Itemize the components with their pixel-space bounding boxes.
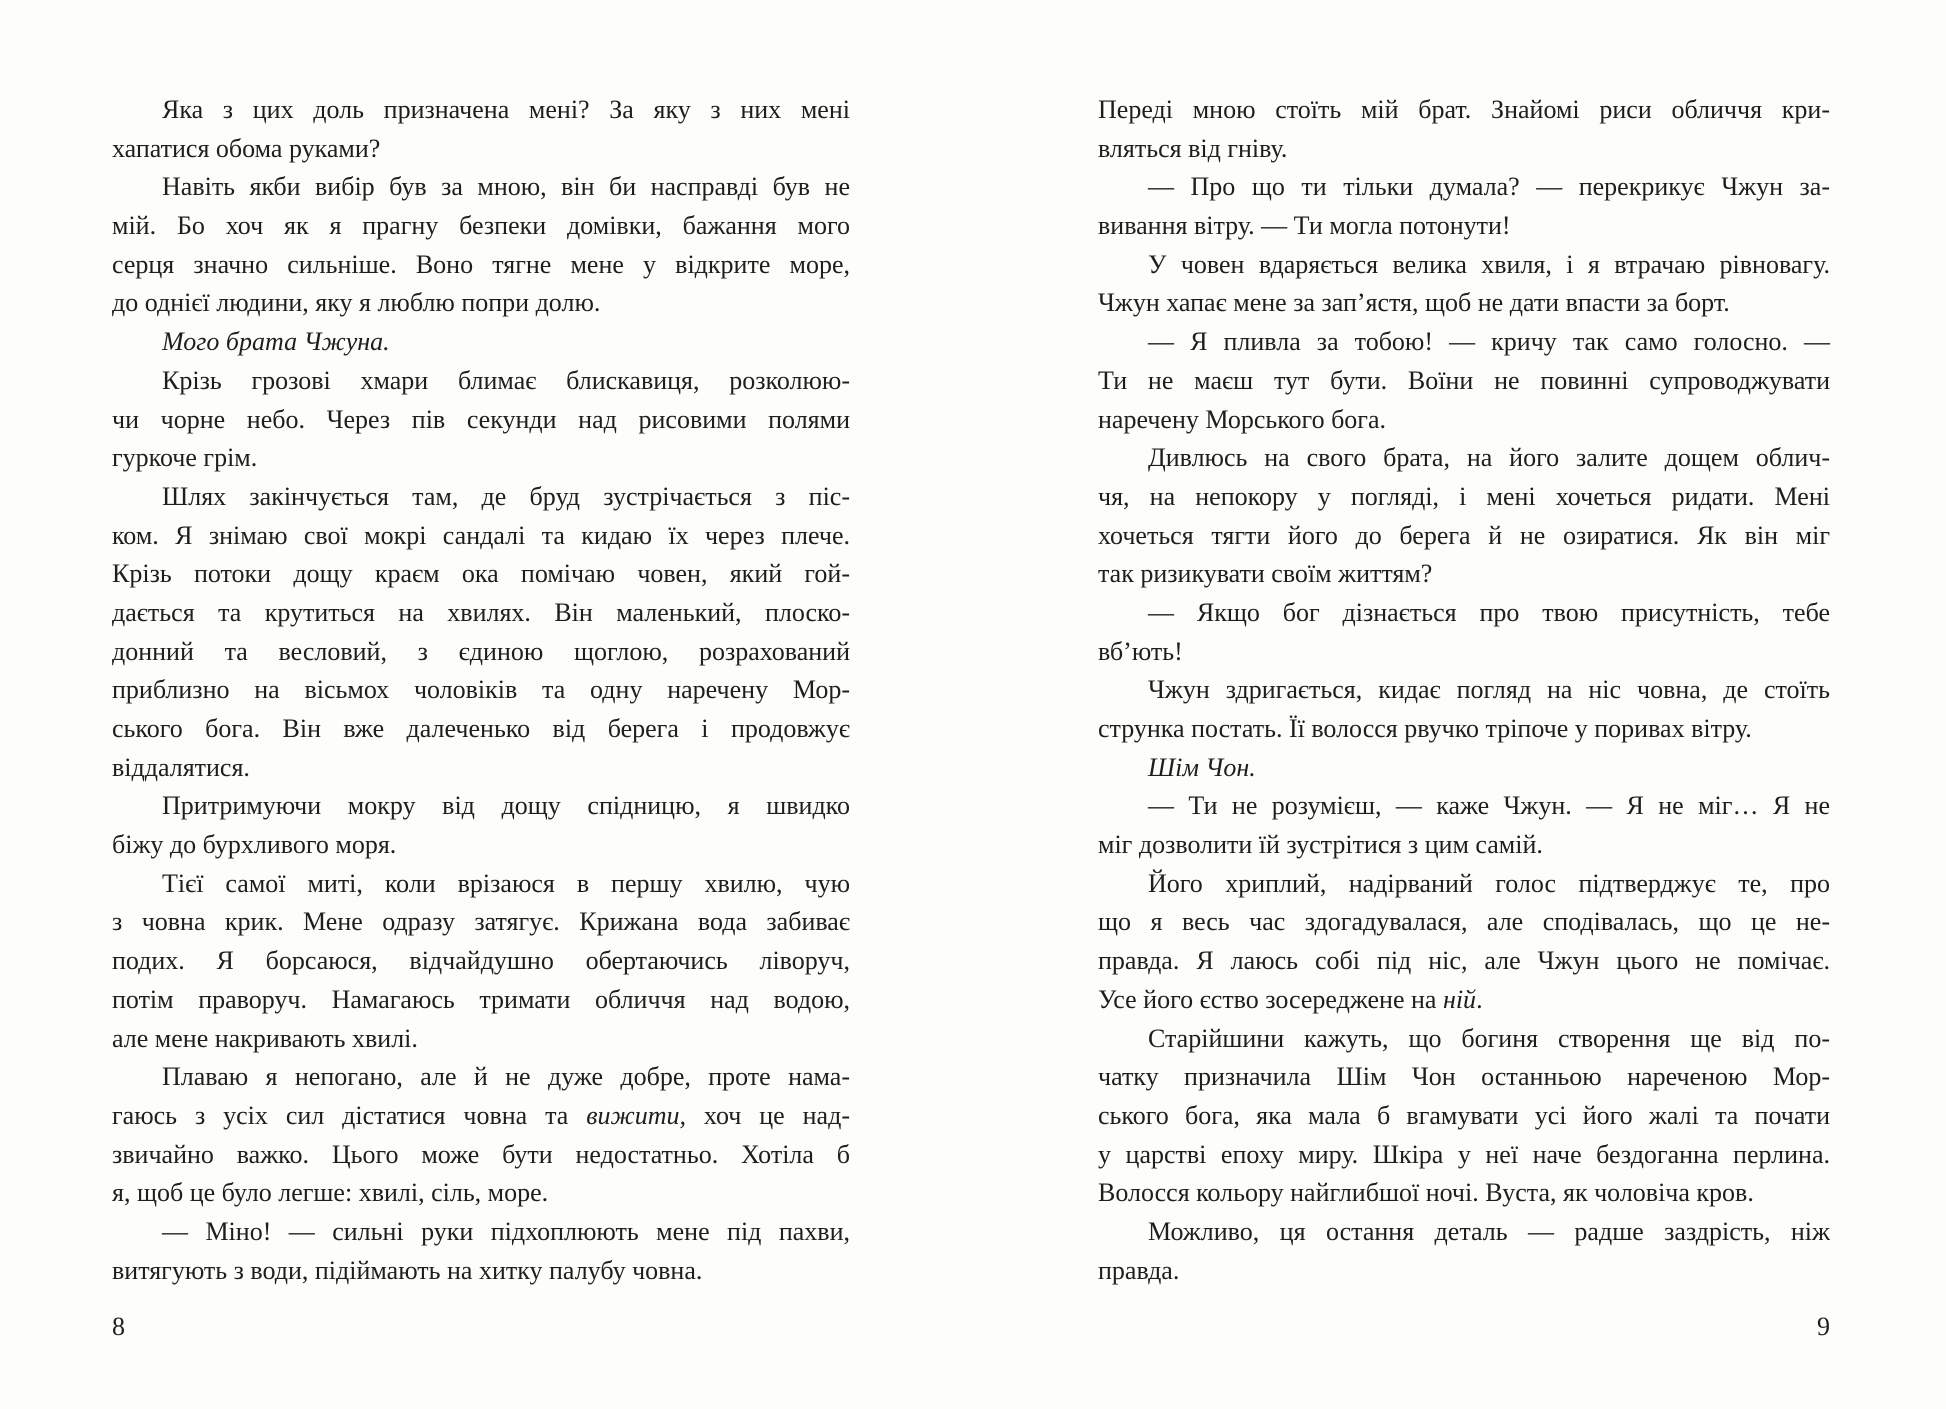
text-line [1098, 478, 1830, 517]
text-line [1098, 787, 1830, 826]
text-line [112, 942, 850, 981]
text-line [1098, 1252, 1830, 1291]
text-segment: з човна крик. Мене одразу затягує. Крижана вода забиває [112, 907, 850, 937]
text-line [112, 903, 850, 942]
text-segment: до однієї людини, яку я люблю попри долю. [112, 288, 601, 318]
text-segment: звичайно важко. Цього може бути недостатньо. Хотіла б [112, 1139, 850, 1169]
text-segment: Крізь грозові хмари блимає блискавиця, розколюю- [162, 365, 850, 395]
text-line [112, 1174, 850, 1213]
text-segment: що я весь час здогадувалася, але сподівалась, що це не- [1098, 907, 1830, 937]
text-segment: дається та крутиться на хвилях. Він маленький, плоско- [112, 597, 850, 627]
text-segment: струнка постать. Її волосся рвучко тріпоче у поривах вітру. [1098, 714, 1752, 743]
text-line [112, 1252, 850, 1291]
text-line [112, 710, 850, 749]
text-segment: — Я пливла за тобою! — кричу так само голосно. — [1148, 327, 1830, 357]
text-segment: потім праворуч. Намагаюсь тримати обличчя над водою, [112, 984, 850, 1014]
text-line [112, 439, 850, 478]
text-segment: Волосся кольору найглибшої ночі. Вуста, як чоловіча кров. [1098, 1178, 1754, 1208]
text-line [1098, 555, 1830, 594]
text-line [112, 401, 850, 440]
text-line [112, 517, 850, 556]
text-segment: приблизно на вісьмох чоловіків та одну наречену Мор- [112, 675, 850, 705]
text-segment: Плаваю я непогано, але й не дуже добре, проте нама- [162, 1062, 850, 1092]
text-line [1098, 903, 1830, 942]
text-line [1098, 633, 1830, 672]
text-segment: хапатися обома руками? [112, 133, 381, 163]
text-line [1098, 207, 1830, 246]
text-line [1098, 749, 1830, 788]
text-line [112, 1058, 850, 1097]
text-segment: — Про що ти тільки думала? — перекрикує Чжун за- [1148, 172, 1830, 202]
text-line [112, 749, 850, 788]
text-line [1098, 1020, 1830, 1059]
text-line [1098, 284, 1830, 323]
text-line [1098, 130, 1830, 169]
text-line [112, 323, 850, 362]
text-line [1098, 401, 1830, 440]
text-segment: Чжун здригається, кидає погляд на ніс човна, де стоїть [1148, 675, 1830, 705]
italic-text-segment: вижити, [586, 1100, 687, 1130]
text-line [112, 865, 850, 904]
italic-text-segment: Шім Чон. [1148, 752, 1256, 782]
text-segment: хоч це над- [686, 1100, 850, 1130]
text-segment: віддалятися. [112, 752, 250, 782]
text-segment: гаюсь з усіх сил дістатися човна та [112, 1100, 587, 1130]
text-line [112, 1136, 850, 1175]
text-segment: — Якщо бог дізнається про твою присутність, тебе [1148, 597, 1830, 627]
text-line [112, 284, 850, 323]
text-segment: у царстві епоху миру. Шкіра у неї наче бездоганна перлина. [1098, 1139, 1830, 1169]
text-segment: — Ти не розумієш, — каже Чжун. — Я не міг… Я не [1148, 791, 1830, 821]
text-line [1098, 362, 1830, 401]
text-line [1098, 1136, 1830, 1175]
text-line [1098, 865, 1830, 904]
text-line [112, 1097, 850, 1136]
text-line [112, 826, 850, 865]
text-line [1098, 517, 1830, 556]
text-segment: вляться від гніву. [1098, 133, 1288, 163]
text-line [1098, 1097, 1830, 1136]
text-segment: Дивлюсь на свого брата, на його залите дощем облич- [1148, 443, 1830, 473]
text-line [112, 555, 850, 594]
text-segment: Ти не маєш тут бути. Воїни не повинні супроводжувати [1098, 365, 1830, 395]
text-segment: . [1476, 984, 1483, 1014]
page-number-left: 8 [112, 1312, 125, 1341]
text-line [112, 594, 850, 633]
text-segment: мій. Бо хоч як я прагну безпеки домівки, бажання мого [112, 211, 850, 241]
text-segment: так ризикувати своїм життям? [1098, 559, 1433, 589]
page-number-right: 9 [1817, 1312, 1830, 1341]
text-segment: вб’ють! [1098, 636, 1183, 666]
text-segment: Його хриплий, надірваний голос підтверджує те, про [1148, 868, 1830, 898]
italic-text-segment: ній [1442, 984, 1477, 1014]
text-line [112, 246, 850, 285]
text-line [1098, 246, 1830, 285]
text-segment: але мене накривають хвилі. [112, 1023, 418, 1053]
text-segment: правда. Я лаюсь собі під ніс, але Чжун цього не помічає. [1098, 946, 1830, 976]
text-segment: витягують з води, підіймають на хитку палубу човна. [112, 1255, 703, 1285]
text-segment: Можливо, ця остання деталь — радше заздрість, ніж [1148, 1216, 1830, 1246]
text-segment: гуркоче грім. [112, 443, 258, 473]
text-line [112, 1213, 850, 1252]
text-line [112, 787, 850, 826]
text-segment: донний та весловий, з єдиною щоглою, розрахований [112, 636, 850, 666]
text-segment: ком. Я знімаю свої мокрі сандалі та кидаю їх через плече. [112, 520, 850, 550]
text-segment: ського бога, яка мала б вгамувати усі його жалі та почати [1098, 1100, 1830, 1130]
text-segment: Крізь потоки дощу краєм ока помічаю човен, який гой- [112, 559, 850, 589]
text-line [1098, 168, 1830, 207]
text-segment: серця значно сильніше. Воно тягне мене у відкрите море, [112, 249, 850, 279]
left-page-text [112, 91, 850, 1290]
text-segment: чя, на непокору у погляді, і мені хочеться ридати. Мені [1098, 481, 1830, 511]
text-line [112, 91, 850, 130]
text-line [1098, 981, 1830, 1020]
text-segment: Тієї самої миті, коли врізаюся в першу хвилю, чую [162, 868, 850, 898]
text-line [112, 207, 850, 246]
text-segment: вивання вітру. — Ти могла потонути! [1098, 211, 1511, 241]
text-segment: чи чорне небо. Через пів секунди над рисовими полями [112, 404, 850, 434]
text-line [112, 130, 850, 169]
text-segment: Усе його єство зосереджене на [1098, 984, 1443, 1014]
text-line [112, 168, 850, 207]
text-segment: Шлях закінчується там, де бруд зустрічається з піс- [162, 481, 850, 511]
text-segment: ського бога. Він вже далеченько від берега і продовжує [112, 714, 850, 743]
text-segment: хочеться тягти його до берега й не озиратися. Як він міг [1098, 520, 1830, 550]
text-line [1098, 439, 1830, 478]
text-line [112, 362, 850, 401]
text-segment: біжу до бурхливого моря. [112, 830, 397, 860]
text-segment: Старійшини кажуть, що богиня створення ще від по- [1148, 1023, 1830, 1053]
text-segment: подих. Я борсаюся, відчайдушно обертаючись ліворуч, [112, 946, 850, 976]
text-line [1098, 91, 1830, 130]
text-line [1098, 942, 1830, 981]
text-segment: — Міно! — сильні руки підхоплюють мене під пахви, [162, 1216, 850, 1246]
text-segment: чатку призначила Шім Чон останньою нареченою Мор- [1098, 1062, 1830, 1092]
text-segment: я, щоб це було легше: хвилі, сіль, море. [112, 1178, 549, 1208]
text-line [1098, 710, 1830, 749]
text-segment: міг дозволити їй зустрітися з цим самій. [1098, 830, 1543, 860]
text-line [112, 1020, 850, 1059]
text-line [112, 633, 850, 672]
text-segment: Яка з цих доль призначена мені? За яку з них мені [162, 95, 850, 124]
text-segment: наречену Морського бога. [1098, 404, 1387, 434]
text-segment: У човен вдаряється велика хвиля, і я втрачаю рівновагу. [1148, 249, 1830, 279]
text-line [1098, 1174, 1830, 1213]
text-line [1098, 323, 1830, 362]
text-line [112, 981, 850, 1020]
text-segment: Притримуючи мокру від дощу спідницю, я швидко [162, 791, 850, 821]
right-page-text [1098, 91, 1830, 1290]
text-line [1098, 826, 1830, 865]
italic-text-segment: Мого брата Чжуна. [162, 327, 390, 357]
text-line [1098, 1213, 1830, 1252]
text-segment: Чжун хапає мене за зап’ястя, щоб не дати впасти за борт. [1098, 288, 1730, 318]
text-line [1098, 594, 1830, 633]
text-line [1098, 1058, 1830, 1097]
text-line [1098, 671, 1830, 710]
text-line [112, 671, 850, 710]
text-segment: правда. [1098, 1255, 1180, 1285]
text-segment: Переді мною стоїть мій брат. Знайомі риси обличчя кри- [1098, 95, 1830, 124]
text-segment: Навіть якби вибір був за мною, він би насправді був не [162, 172, 850, 202]
text-line [112, 478, 850, 517]
